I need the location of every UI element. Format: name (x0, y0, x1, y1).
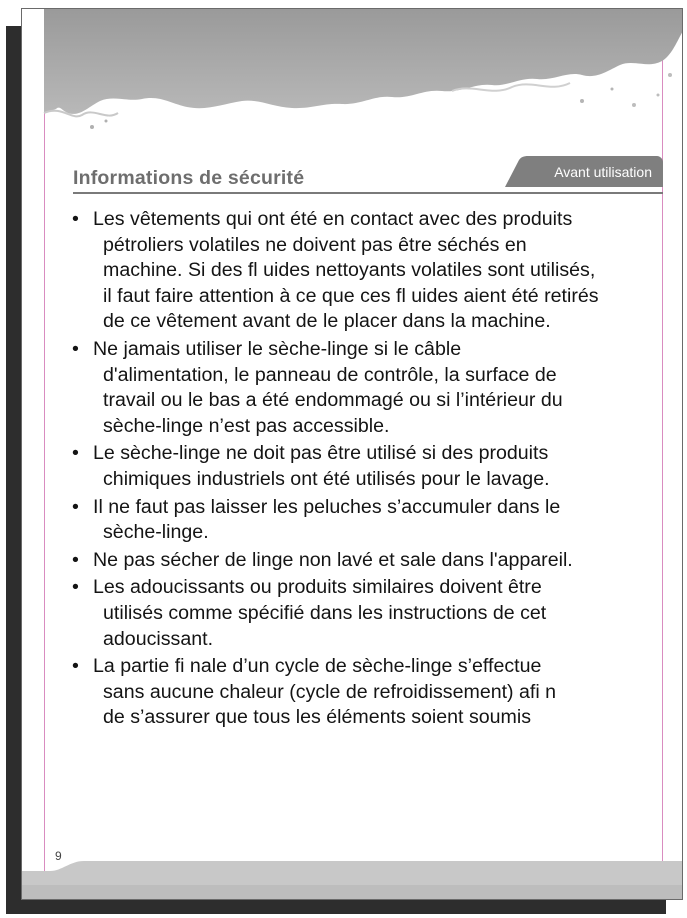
page-number: 9 (55, 849, 62, 863)
bullet-text-line: Ne jamais utiliser le sèche-linge si le câble (93, 337, 462, 360)
bullet-dot-icon: • (72, 495, 79, 518)
bullet-text-line: sèche-linge. (103, 521, 209, 544)
bullet-text-line: pétroliers volatiles ne doivent pas être séchés en (103, 233, 527, 256)
bullet-text-line: La partie fi nale d’un cycle de sèche-linge s’effectue (93, 655, 542, 678)
bullet-text-line: sans aucune chaleur (cycle de refroidissement) afi n (103, 680, 557, 703)
bullet-item (64, 207, 664, 335)
tab-label: Avant utilisation (554, 164, 652, 180)
header-wave-art (22, 9, 683, 159)
safety-bullet-list (64, 207, 664, 733)
bullet-text-line: Il ne faut pas laisser les peluches s’accumuler dans le (93, 495, 561, 518)
bullet-text-line: Les adoucissants ou produits similaires doivent être (93, 576, 542, 599)
bullet-item (64, 337, 664, 439)
bullet-text-line: de s’assurer que tous les éléments soient soumis (103, 706, 532, 729)
manual-page (21, 8, 683, 900)
section-tab-badge (505, 156, 663, 187)
bullet-text-line: Ne pas sécher de linge non lavé et sale dans l'appareil. (93, 548, 573, 571)
bullet-text-line: d'alimentation, le panneau de contrôle, la surface de (103, 363, 557, 386)
bullet-item (64, 441, 664, 492)
bullet-text-line: utilisés comme spécifié dans les instructions de cet (103, 601, 547, 624)
bullet-dot-icon: • (72, 337, 79, 360)
footer-band (22, 857, 683, 899)
bullet-dot-icon: • (72, 208, 79, 230)
bullet-text-line: adoucissant. (103, 627, 214, 650)
bullet-text-line: il faut faire attention à ce que ces fl uides aient été retirés (103, 284, 599, 307)
bullet-text-line: chimiques industriels ont été utilisés pour le lavage. (103, 467, 550, 490)
bullet-text-line: de ce vêtement avant de le placer dans la machine. (103, 310, 551, 333)
bullet-dot-icon: • (72, 576, 79, 599)
section-title: Informations de sécurité (73, 167, 305, 189)
bullet-item (64, 575, 664, 652)
bullet-text-line: travail ou le bas a été endommagé ou si l’intérieur du (103, 389, 563, 412)
section-header (73, 161, 663, 195)
bullet-text-line: sèche-linge n’est pas accessible. (103, 414, 390, 437)
bullet-item (64, 548, 664, 574)
header-rule (73, 192, 663, 194)
bullet-item (64, 495, 664, 546)
bullet-text-line: Le sèche-linge ne doit pas être utilisé si des produits (93, 442, 549, 465)
bullet-item (64, 654, 664, 731)
bullet-text-line: machine. Si des fl uides nettoyants volatiles sont utilisés, (103, 259, 596, 282)
bullet-dot-icon: • (72, 655, 79, 678)
bullet-dot-icon: • (72, 548, 79, 571)
bullet-text-line: Les vêtements qui ont été en contact avec des produits (93, 208, 573, 230)
bullet-dot-icon: • (72, 442, 79, 465)
